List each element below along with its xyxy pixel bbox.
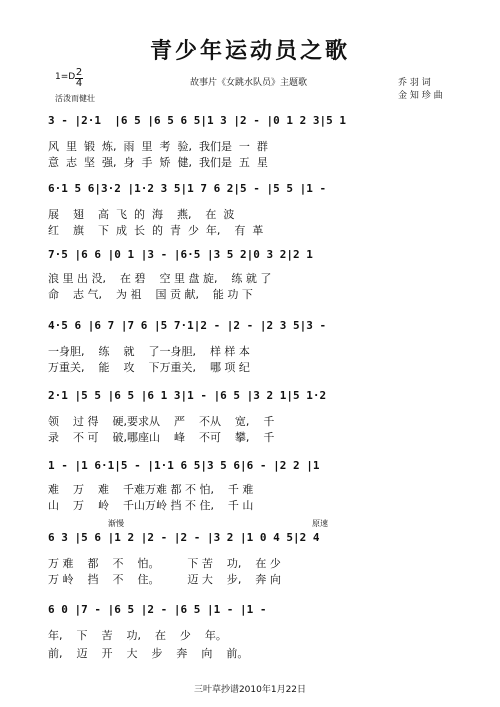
lyric-line-4-verse-2: 万重关, 能 攻 下万重关, 哪 项 纪 (48, 361, 250, 374)
time-signature-bottom: 4 (75, 78, 83, 89)
lyric-line-1-verse-2: 意 志 坚 强, 身 手 矫 健, 我们是 五 星 (48, 156, 268, 169)
composer-credit: 金 知 珍 曲 (398, 91, 443, 101)
notation-line-4: 4·5 6 |6 7 |7 6 |5 7·1|2 - |2 - |2 3 5|3 - (48, 319, 327, 332)
lyric-line-8-verse-2: 前, 迈 开 大 步 奔 向 前。 (48, 647, 249, 660)
song-subtitle: 故事片《女跳水队员》主题歌 (190, 78, 308, 88)
song-title: 青少年运动员之歌 (149, 39, 350, 64)
notation-line-5: 2·1 |5 5 |6 5 |6 1 3|1 - |6 5 |3 2 1|5 1·2 (48, 389, 327, 402)
notation-line-3: 7·5 |6 6 |0 1 |3 - |6·5 |3 5 2|0 3 2|2 1 (48, 248, 313, 261)
transcriber-footer: 三叶草抄谱2010年1月22日 (193, 685, 307, 695)
notation-line-1: 3 - |2·1 |6 5 |6 5 6 5|1 3 |2 - |0 1 2 3|5 1 (48, 114, 347, 127)
lyric-line-3-verse-2: 命 志 气, 为 祖 国 贡 献, 能 功 下 (48, 288, 253, 301)
tempo-marking: 活泼而健壮 (55, 94, 95, 103)
notation-line-6: 1 - |1 6·1|5 - |1·1 6 5|3 5 6|6 - |2 2 |1 (48, 459, 320, 472)
notation-line-8: 6 0 |7 - |6 5 |2 - |6 5 |1 - |1 - (48, 603, 267, 616)
lyric-line-5-verse-1: 领 过 得 硬,要求从 严 不从 宽, 千 (48, 415, 275, 428)
lyric-line-7-verse-2: 万 岭 挡 不 住。 迈 大 步, 奔 向 (48, 573, 281, 586)
lyric-line-2-verse-1: 展 翅 高 飞 的 海 燕, 在 波 (48, 208, 235, 221)
lyricist-credit: 乔 羽 词 (398, 78, 431, 88)
notation-line-7: 6 3 |5 6 |1 2 |2 - |2 - |3 2 |1 0 4 5|2 4 (48, 531, 320, 544)
lyric-line-5-verse-2: 录 不 可 破,哪座山 峰 不可 攀, 千 (48, 431, 275, 444)
lyric-line-6-verse-1: 难 万 难 千难万难 都 不 怕, 千 难 (48, 483, 254, 496)
lyric-line-6-verse-2: 山 万 岭 千山万岭 挡 不 住, 千 山 (48, 499, 254, 512)
time-signature-top: 2 (75, 67, 83, 78)
lyric-line-8-verse-1: 年, 下 苦 功, 在 少 年。 (48, 629, 227, 642)
key-signature: 1=D (55, 72, 76, 82)
ritardando-mark: 渐慢 (108, 519, 124, 528)
lyric-line-3-verse-1: 浪 里 出 没, 在 碧 空 里 盘 旋, 练 就 了 (48, 272, 272, 285)
time-signature (75, 68, 83, 89)
lyric-line-1-verse-1: 风 里 锻 炼, 雨 里 考 验, 我们是 一 群 (48, 140, 268, 153)
lyric-line-2-verse-2: 红 旗 下 成 长 的 青 少 年, 有 革 (48, 224, 264, 237)
a-tempo-mark: 原速 (312, 519, 328, 528)
lyric-line-4-verse-1: 一身胆, 练 就 了一身胆, 样 样 本 (48, 345, 250, 358)
notation-line-2: 6·1 5 6|3·2 |1·2 3 5|1 7 6 2|5 - |5 5 |1 - (48, 182, 327, 195)
lyric-line-7-verse-1: 万 难 都 不 怕。 下 苦 功, 在 少 (48, 557, 281, 570)
